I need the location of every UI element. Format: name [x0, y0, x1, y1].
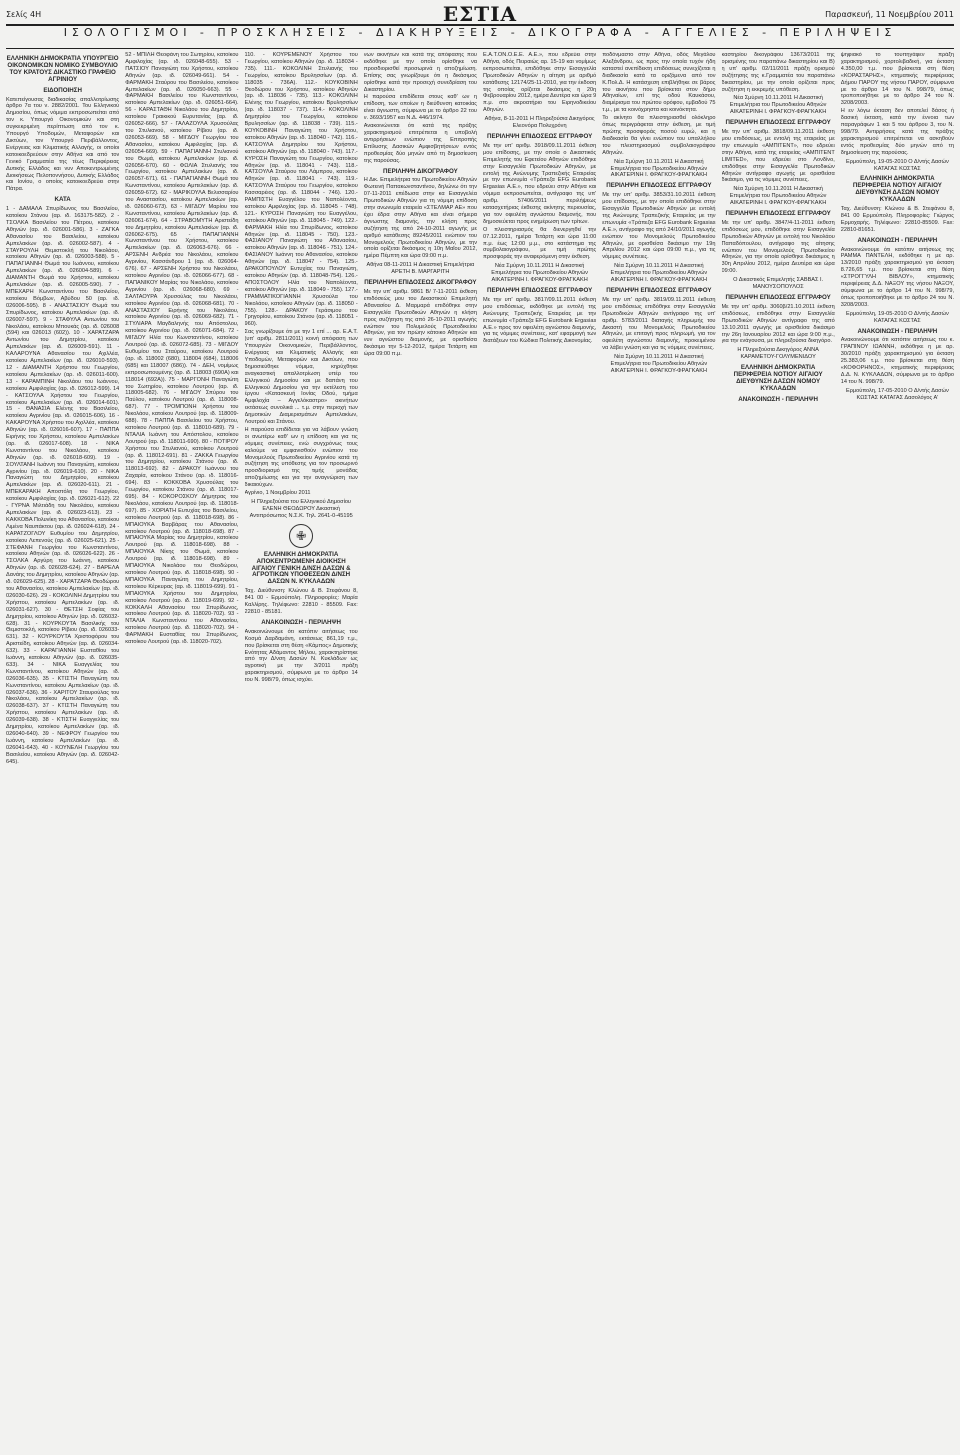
notice-text: Με την υπ' αριθμ. 3060β/21.10.2011 έκθεση επιδόσεως, επιδόθηκε στην Εισαγγελία Πρωτοδικών Αθηνών αντίγραφο της από 13.10.2011 αγωγής με ορισθείσα δικάσιμο την 26η Ιανουαρίου 2012 και ώρα 9:00 π.μ., για την ενάγουσα, με πληρεξούσια δικηγόρο. — [721, 303, 835, 345]
notice-text: Το ακίνητο θα πλειστηριασθεί ολόκληρο όπως περιγράφεται στην έκθεση, με τιμή πρώτης προσφοράς ποσού ευρώ, και η διαδικασία θα γίνει ενώπιον του υπαλλήλου του πλειστηριασμού συμβολαιογράφου Αθηνών. — [602, 115, 716, 156]
notice-heading: ΕΛΛΗΝΙΚΗ ΔΗΜΟΚΡΑΤΙΑ ΥΠΟΥΡΓΕΙΟ ΟΙΚΟΝΟΜΙΚΩΝ ΝΟΜΙΚΟ ΣΥΜΒΟΥΛΙΟ ΤΟΥ ΚΡΑΤΟΥΣ ΔΙΚΑΣΤΙΚΟ ΓΡΑΦΕΙΟ ΑΓΡΙΝΙΟΥ — [6, 55, 119, 83]
notice-text: Η εν λόγω έκταση δεν αποτελεί δάσος ή δασική έκταση, κατά την έννοια των παραγράφων 1 και 5 του άρθρου 3, του Ν. 998/79. Αντιρρήσεις κατά της πράξης χαρακτηρισμού επιτρέπεται να ασκηθούν εντός προθεσμίας δύο μηνών από τη δημοσίευση της παρούσας. — [840, 108, 954, 156]
notice-heading: ΠΕΡΙΛΗΨΗ ΕΠΙΔΟΣΕΩΣ ΕΓΓΡΑΦΟΥ — [606, 182, 712, 190]
columns — [6, 52, 954, 1452]
notice-text: Ανακοινώνουμε ότι κατόπιν αιτήσεως της ΡΑΜΜΑ ΠΑΝΤΕΛΗ, εκδόθηκε η με αρ. 13/2010 πράξη χαρακτηρισμού για έκταση 8.726,65 τ.μ. που βρίσκεται στη θέση «ΣΤΡΟΓΓΥΛΗ ΒΙΒΛΟΥ», κτηματικής περιφέρειας Δ.Δ. ΝΑΞΟΥ της νήσου ΝΑΞΟΥ, σύμφωνα με το άρθρο 14 του Ν. 998/79, όπως τροποποιήθηκε με το άρθρο 24 του Ν. 3208/2003. — [840, 246, 954, 308]
notice-signature: Νέα Σμύρνη 10.11.2011 Η Δικαστική Επιμελήτρια του Πρωτοδικείου Αθηνών ΑΙΚΑΤΕΡΙΝΗ Ι. ΦΡΑΓΚΟΥ-ΦΡΑΓΚΑΚΗ — [729, 186, 827, 207]
notice-heading: ΕΛΛΗΝΙΚΗ ΔΗΜΟΚΡΑΤΙΑ ΠΕΡΙΦΕΡΕΙΑ ΝΟΤΙΟΥ ΑΙΓΑΙΟΥ ΔΙΕΥΘΥΝΣΗ ΔΑΣΩΝ ΝΟΜΟΥ ΚΥΚΛΑΔΩΝ — [852, 175, 942, 204]
column-1 — [6, 52, 119, 1452]
notice-signature: Η Πληρεξούσια Δικηγόρος ΑΝΝΑ ΚΑΡΑΜΕΤΟΥ-ΓΟΛΥΜΕΝΙΔΟΥ — [737, 347, 819, 361]
notice-text: Αγρίνιο, 1 Νοεμβρίου 2011 — [244, 490, 311, 497]
notice-text: Η Δικ. Επιμελήτρια του Πρωτοδικείου Αθηνών Φωτεινή Παπακωνσταντίνου, δηλώνω ότι την 07-11-2011 επέδωσα στην κα Εισαγγελέα Πρωτοδικών Αθηνών για τη νόμιμη επίδοση στην ανωνυμία εταιρεία «ΣΤΕΛΜΑΡ ΑΕ» που έχει έδρα στην Αθήνα και είναι σήμερα άγνωστης διαμονής, την κλήση προς συζήτηση της από 24-10-2011 αγωγής με αριθμό κατάθεσης 89245/2011 ενώπιον του Μονομελούς Πρωτοδικείου Αθηνών, με την οποία ορίζεται δικάσιμος η 10η Μαΐου 2012, ημέρα Πέμπτη και ώρα 09:00 π.μ. — [363, 177, 477, 260]
authority-heading: ΕΛΛΗΝΙΚΗ ΔΗΜΟΚΡΑΤΙΑ ΑΠΟΚΕΝΤΡΩΜΕΝΗ ΔΙΟΙΚΗΣΗ ΑΙΓΑΙΟΥ ΓΕΝΙΚΗ Δ/ΝΣΗ ΔΑΣΩΝ & ΑΓΡΟΤΙΚΩΝ ΥΠΟΘΕΣΕΩΝ Δ/ΝΣΗ ΔΑΣΩΝ Ν. ΚΥΚΛΑΔΩΝ — [251, 550, 351, 586]
notice-text: Ε.Α.Τ.ΟΝ.Ο.Ε.Ε. Α.Ε.», που εδρεύει στην Αθήνα, οδός Πειραιώς αρ. 15-19 και νομίμως εκπροσωπείται, επιδόθηκε στην Εισαγγελία Πρωτοδικών Αθηνών η αίτηση με αριθμό κατάθεσης 12174/25-11-2010, για την έκδοση της οποίας ορίζεται δικάσιμος η 20η Φεβρουαρίου 2012, ημέρα Δευτέρα και ώρα 9 π.μ. στο ακροατήριο του Ειρηνοδικείου Αθηνών. — [483, 52, 597, 114]
notice-heading: ΕΛΛΗΝΙΚΗ ΔΗΜΟΚΡΑΤΙΑ ΠΕΡΙΦΕΡΕΙΑ ΝΟΤΙΟΥ ΑΙΓΑΙΟΥ ΔΙΕΥΘΥΝΣΗ ΔΑΣΩΝ ΝΟΜΟΥ ΚΥΚΛΑΔΩΝ — [733, 364, 823, 392]
notice-heading: ΠΕΡΙΛΗΨΗ ΕΠΙΔΟΣΕΩΣ ΔΙΚΟΓΡΑΦΟΥ — [364, 279, 477, 287]
notice-text: Η παρούσα επιδίδεται για να λάβουν γνώση οι ανωτέρω καθ' ων η επίδοση και για τις νόμιμες συνέπειες, ενώ συγχρόνως τους καλούμε να εμφανισθούν ενώπιον του Μονομελούς Πρωτοδικείου Αγρινίου κατά τη συζήτηση της υπόθεσης για τον προσωρινό προσδιορισμό της τιμής μονάδας αποζημίωσης και για την αναγνώριση των δικαιούχων. — [244, 426, 358, 489]
column-8 — [841, 52, 954, 1452]
notice-heading: ΠΕΡΙΛΗΨΗ ΕΠΙΔΟΣΕΩΣ ΕΓΓΡΑΦΟΥ — [606, 287, 712, 294]
notice-text: Με την υπ' αριθμ. 3918/09.11.2011 έκθεση μου επίδοσης, με την οποία ο Δικαστικός Επιμελητής του Εφετείου Αθηνών επιδόθηκε στην Εισαγγελία Πρωτοδικών Αθηνών, με εντολή της Ανώνυμης Τραπεζικής Εταιρείας με την επωνυμία «Τράπεζα EFG Eurobank Ergasias Α.Ε.», που εδρεύει στην Αθήνα και νόμιμα εκπροσωπείται, αντίγραφο της υπ' αριθμ. 57406/2011 περιλήψεως κατασχετήριας έκθεσης ακίνητης περιουσίας, για τον οφειλέτη αγνώστου διαμονής, που δημοσιεύεται προς ενημέρωση των τρίτων. — [483, 142, 597, 225]
notice-heading: ΕΙΔΟΠΟΙΗΣΗ — [43, 86, 82, 94]
notice-signature: Νέα Σμύρνη 10.11.2011 Η Δικαστική Επιμελήτρια του Πρωτοδικείου Αθηνών ΑΙΚΑΤΕΡΙΝΗ Ι. ΦΡΑΓΚΟΥ-ΦΡΑΓΚΑΚΗ — [610, 158, 708, 179]
notice-signature: Νέα Σμύρνη 10.11.2011 Η Δικαστική Επιμελήτρια του Πρωτοδικείου Αθηνών ΑΙΚΑΤΕΡΙΝΗ Ι. ΦΡΑΓΚΟΥ-ΦΡΑΓΚΑΚΗ — [729, 95, 827, 116]
notice-text: Ταχ. Διεύθυνση: Κλώνου & Β. Στεφάνου 8, 841 00 Ερμούπολη. Πληροφορίες: Γιώργος Ερμοχαρής. Τηλέφωνο: 22810-85509. Fax: 22810-81651. — [840, 206, 954, 233]
notice-text: Ο πλειστηριασμός θα διενεργηθεί την 07.12.2011, ημέρα Τετάρτη και ώρα 11:00 π.μ. έως 12:00 μ.μ., στο κατάστημα της συμβολαιογράφου, με τιμή πρώτης προσφοράς την αναφερόμενη στην έκθεση. — [483, 226, 597, 261]
notice-text: Με την υπ' αριθμ. 3819/09.11.2011 έκθεση μου επιδόσεως επιδόθηκε στην Εισαγγελία Πρωτοδικών Αθηνών αντίγραφο της υπ' αριθμ. 5783/2011 διαταγής πληρωμής του Δικαστή του Μονομελούς Πρωτοδικείου Αθηνών, με επιταγή προς πληρωμή, για τον οφειλέτη αγνώστου διαμονής, προκειμένου να λάβει γνώση και για τις νόμιμες συνέπειες. — [602, 296, 716, 352]
notice-text: Ανακοινώνουμε ότι κατόπιν αιτήσεως του Κοσμά Δαρδαμάνη, εκτάσεως 861,19 τ.μ., που βρίσκεται στη θέση «Κάμπος» Δημοτικής Ενότητας Αδάμαντος Μήλου, χαρακτηρίστηκε από την Δ/νση Δασών Ν. Κυκλάδων ως αγροτική με την 3/2011 πράξη χαρακτηρισμού, σύμφωνα με το άρθρο 14 του Ν. 998/79, όπως ισχύει. — [244, 628, 358, 684]
notice-heading: ΚΑΤΑ — [54, 196, 71, 204]
notice-heading: ΑΝΑΚΟΙΝΩΣΗ - ΠΕΡΙΛΗΨΗ — [857, 327, 938, 335]
notice-heading: ΠΕΡΙΛΗΨΗ ΕΠΙΔΟΣΕΩΣ ΕΓΓΡΑΦΟΥ — [486, 287, 593, 294]
notice-text: Με την υπ' αριθμ. 3817/09.11.2011 έκθεση μου επιδόσεως, εκδόθηκε με εντολή της Ανώνυμης Τραπεζικής Εταιρείας με την επωνυμία «Τράπεζα EFG Eurobank Ergasias Α.Ε.» προς τον οφειλέτη αγνώστου διαμονής, για τις νόμιμες συνέπειες, κατ' εφαρμογή των διατάξεων του Κώδικα Πολιτικής Δικονομίας. — [483, 296, 597, 345]
column-4 — [364, 52, 477, 1452]
notice-signature: Ερμούπολη, 17-05-2010 Ο Δ/ντής Δασών ΚΩΣΤΑΣ ΚΑΤΑΓΑΣ Δασολόγος Α' — [845, 387, 949, 401]
notice-signature: Η Πληρεξούσια του Ελληνικού Δημοσίου ΕΛΕΝΗ ΘΕΟΔΩΡΟΥ Δικαστική Αντιπρόσωπος Ν.Σ.Κ. Τηλ. 2641-0-45195 — [249, 499, 353, 519]
section-banner: ΙΣΟΛΟΓΙΣΜΟΙ - ΠΡΟΣΚΛΗΣΕΙΣ - ΔΙΑΚΗΡΥΞΕΙΣ - ΔΙΚΟΓΡΑΦΑ - ΑΓΓΕΛΙΕΣ - ΠΕΡΙΛΗΨΕΙΣ — [6, 26, 954, 49]
notice-text: 52 - ΜΠΙΛΗ Θεοφάνη του Σωτηρίου, κατοίκου Αμφιλοχίας (αρ. ιδ. 026048-655). 53 - ΠΑΤΣΙΟΥ Παναγιώτη του Χρήστου, κατοίκου Αθηνών (αρ. ιδ. 026049-661). 54 - ΦΑΡΜΑΚΗ Σταύρου του Βασιλείου, κατοίκου Αμπελακίων (αρ. ιδ. 026050-663). 55 - ΦΑΡΜΑΚΗ Βασιλείου του Κωνσταντίνου, κατοίκου Αμπελακίων (αρ. ιδ. 026051-664). 56 - ΚΑΡΑΣΤΑΘΗ Νικολάου του Δημητρίου, κατοίκου Γραικικού Ευρυτανίας (αρ. ιδ. 026052-666). 57 - ΓΑΛΑΖΟΥΛΑ Χρυσούλας του Στυλιανού, κατοίκου Ρίβιου (αρ. ιδ. 026053-669). 58 - ΜΙΓΔΟΥ Γεωργίου του Αθανασίου, κατοίκου Αμφιλοχίας (αρ. ιδ. 026054-669). 59 - ΠΑΠΑΓΙΑΝΝΗ Στυλιανού του Θωμά, κατοίκου Αμπελακίων (αρ. ιδ. 026056-670). 60 - ΦΩΛΙΑ Στυλιανής του Γεωργίου, κατοίκου Αμπελακίων (αρ. ιδ. 026057-671). 61 - ΠΑΠΑΓΙΑΝΝΗ Θωμά του Κωνσταντίνου, κατοίκου Αμπελακίων (αρ. ιδ. 026059-672). 62 - ΜΑΡΙΚΟΥΛΑ Βελισσαρίου του Αναστασίου, κατοίκου Αμπελακίων (αρ. ιδ. 026060-673). 63 - ΜΙΓΔΟΥ Μαρίου του Κωνσταντίνου, κατοίκου Αμπελακίων (αρ. ιδ. 026061-674). 64 - ΣΤΡΑΒΟΜΥΤΗ Αριστείδη του Δημητρίου, κατοίκου Αμπελακίων (αρ. ιδ. 026062-675). 65 - ΠΑΠΑΓΙΑΝΝΗ Κωνσταντίνου του Χρήστου, κατοίκου Αμπελακίων (αρ. ιδ. 026063-676). 66 - ΑΡΣΕΝΗ Ανδρέα του Νικολάου, κατοίκου Αγρινίου, Κασσάνδρου 1 (αρ. ιδ. 026064-676). 67 - ΑΡΣΕΝΗ Χρήστου του Νικολάου, κατοίκου Αγρινίου (αρ. ιδ. 026066-677). 68 - ΠΑΠΑΝΙΚΟΥ Μαρίας του Νικολάου, κατοίκου Αγρινίου (αρ. ιδ. 026068-680). 69 - ΣΑΛΤΑΟΥΡΑ Χρυσούλας του Νικολάου, κατοίκου Αγρινίου (αρ. ιδ. 026068-681). 70 - ΑΝΑΣΤΑΣΙΟΥ Ειρήνης του Νικολάου, κατοίκου Αγρινίου (αρ. ιδ. 026069-682). 71 - ΣΤΥΛΙΑΡΑ Μαγδαληνής του Απόστολου, κατοίκου Αγρινίου (αρ. ιδ. 026071-684). 72 - ΜΙΓΔΟΥ Ηλία του Κωνσταντίνου, κατοίκου Λουτρού (αρ. ιδ. 026072-685). 73 - ΜΙΓΔΟΥ Ευθυμίου του Σταύρου, κατοίκου Λουτρού (αρ. ιδ. 118002 (680), 118004 (684), 118006 (685) και 118007 (686)). 74 - ΔΕΗ, νομίμως εκπροσωπουμένης (αρ. ιδ. 118003 (690Α) και 118014 (692Α)). 75 - ΜΑΡΓΟΝΗ Παναγιώτη του Σωτηρίου, κατοίκου Λουτρού (αρ. ιδ. 118005-682). 76 - ΜΙΓΔΟΥ Σπύρου του Παύλου, κατοίκου Λουτρού (αρ. ιδ. 118008-687). 77 - ΤΡΟΜΠΟΝΗ Χρήστου του Νικολάου, κατοίκου Λουτρού (αρ. ιδ. 118009-688). 78 - ΠΑΠΠΑ Βασιλείου του Χρήστου, κατοίκου Λουτρού (αρ. ιδ. 118010-689). 79 - ΝΤΑΛΙΑ Ιωάννη του Απόστολου, κατοίκου Λουτρού (αρ. ιδ. 118011-690). 80 - ΠΟΤΙΡΟΥ Χρήστου του Στυλιανού, κατοίκου Λουτρού (αρ. ιδ. 118012-691). 81 - ΖΑΚΚΑ Γεωργίου του Δημητρίου, κατοίκου Στάνου (αρ. ιδ. 118013-692). 82 - ΔΡΑΚΟΥ Ιωάννου του Ζαχαρία, κατοίκου Στάνου (αρ. ιδ. 118016-694). 83 - ΚΟΚΚΟΒΑ Χρυσούλας του Γεωργίου, κατοίκου Στάνου (αρ. ιδ. 118017-695). 84 - ΚΟΚΟΡΟΣΚΟΥ Δήμητρας του Νικολάου, κατοίκου Λουτρού (αρ. ιδ. 118018-697). 85 - ΧΟΡΙΑΤΗ Ευτυχίας του Βασιλείου, κατοίκου Λουτρού (αρ. ιδ. 118018-698). 86 - ΜΠΑΙΟΥΚΑ Βαρβάρας του Αθανασίου, κατοίκου Λουτρού (αρ. ιδ. 118018-698). 87 - ΜΠΑΙΟΥΚΑ Μαρίας του Δημητρίου, κατοίκου Λουτρού (αρ. ιδ. 118018-698). 88 - ΜΠΑΙΟΥΚΑ Νίκης του Θωμά, κατοίκου Λουτρού (αρ. ιδ. 118018-698). 89 - ΜΠΑΙΟΥΚΑ Νικολάου του Θεοδώρου, κατοίκου Λουτρού (αρ. ιδ. 118018-698). 90 - ΜΠΑΙΟΥΚΑ Παναγιώτη του Δημητρίου, κατοίκου Κέρκυρας (αρ. ιδ. 118019-699). 91 - ΜΠΑΙΟΥΚΑ Χρήστου του Δημητρίου, κατοίκου Λουτρού (αρ. ιδ. 118019-699). 92 - ΚΟΚΚΑΛΗ Αθανασίου του Σπυρίδωνος, κατοίκου Λουτρού (αρ. ιδ. 118020-702). 93 - ΝΤΑΛΙΑ Κωνσταντίνου του Αθανασίου, κατοίκου Λουτρού (αρ. ιδ. 118020-702). 94 - ΦΑΡΜΑΚΗ Ευσταθίας του Σπυρίδωνος, κατοίκου Λουτρού (αρ. ιδ. 118020-702). — [125, 52, 239, 646]
column-3 — [245, 52, 358, 1452]
notice-heading: ΠΕΡΙΛΗΨΗ ΕΠΙΔΟΣΕΩΣ ΕΓΓΡΑΦΟΥ — [725, 210, 831, 218]
notice-text: Ανακοινώνεται ότι κατά της πράξης χαρακτηρισμού επιτρέπεται η υποβολή αντιρρήσεων ενώπιον της Επιτροπής Επίλυσης Δασικών Αμφισβητήσεων εντός προθεσμίας δύο μηνών από τη δημοσίευση της παρούσας. — [363, 123, 477, 164]
notice-text: Με την υπ' αριθμ. 3847/4-11-2011 έκθεση επιδόσεως μου, επιδόθηκε στην Εισαγγελία Πρωτοδικών Αθηνών με εντολή του Νικολάου Παπαδόπουλου, αντίγραφο της αίτησης ενώπιον του Μονομελούς Πρωτοδικείου Αθηνών, για την οποία ορίσθηκε δικάσιμος η 30η Απριλίου 2012, ημέρα Δευτέρα και ώρα 09:00. — [721, 219, 835, 275]
notice-signature: Νέα Σμύρνη 10.11.2011 Η Δικαστική Επιμελήτρια του Πρωτοδικείου Αθηνών ΑΙΚΑΤΕΡΙΝΗ Ι. ΦΡΑΓΚΟΥ-ΦΡΑΓΚΑΚΗ — [491, 263, 588, 284]
notice-heading: ΠΕΡΙΛΗΨΗ ΔΙΚΟΓΡΑΦΟΥ — [383, 167, 458, 175]
notice-text: Σας γνωρίζουμε ότι με την 1 επί ... αρ. Ε.Α.Τ. (υπ' αριθμ. 2811/2011) κοινή απόφαση των Υπουργών Οικονομικών, Περιβάλλοντος, Ενέργειας και Κλιματικής Αλλαγής και Υποδομών, Μεταφορών και Δικτύων, που δημοσιεύθηκε νόμιμα, κηρύχθηκε αναγκαστική απαλλοτρίωση υπέρ του Ελληνικού Δημοσίου και με δαπάνη του Ελληνικού Δημοσίου για την εκτέλεση του έργου «Κατασκευή Ιονίας Οδού, τμήμα Αμφιλοχία – Αγγελόκαστρο» ακινήτων εκτάσεως συνολικά ... τ.μ. στην περιοχή των Δημοτικών Διαμερισμάτων Αμπελακίων, Λουτρού και Στάνου. — [244, 329, 358, 426]
notice-text: νων ακινήτων και κατά της απόφασης που εκδόθηκε με την οποία ορίσθηκε να προσδιορισθεί προσωρινά η αποζημίωση. Επίσης σας γνωρίζουμε ότι η δικάσιμος ορίσθηκε κατά την προσεχή συνεδρίαση του Δικαστηρίου. — [363, 52, 477, 93]
column-6 — [602, 52, 715, 1452]
notice-heading: ΠΕΡΙΛΗΨΗ ΕΠΙΔΟΣΕΩΣ ΕΓΓΡΑΦΟΥ — [725, 119, 831, 127]
notice-text: ψηφιακό το τουπηγάφεν πράξη χαρακτηρισμού, χορτολιβαδική, για έκταση 4.350,00 τ.μ. που βρίσκεται στη θέση «ΚΟΡΑΣΤΑΡΗΣ», κτηματικής περιφέρειας Δήμου ΠΑΡΟΥ της νήσου ΠΑΡΟΥ, σύμφωνα με το άρθρο 14 του Ν. 998/79, όπως τροποποιήθηκε με το άρθρο 24 του Ν. 3208/2003. — [840, 52, 954, 107]
notice-text: Με την υπ' αριθμ. 3818/09.11.2011 έκθεση μου επιδόσεως, με εντολή της εταιρείας με την επωνυμία «ΑΜΠΙΤΕΝΤ», που εδρεύει στην Αθήνα, κατά της εταιρείας «ΑΜΠΙΤΕΝΤ LIMITED», που εδρεύει στο Λονδίνο, επιδόθηκε στην Εισαγγελία Πρωτοδικών Αθηνών αντίγραφο αγωγής με ορισθείσα δικάσιμο, για τις νόμιμες συνέπειες. — [721, 129, 835, 184]
notice-heading: ΑΝΑΚΟΙΝΩΣΗ - ΠΕΡΙΛΗΨΗ — [261, 618, 341, 626]
notice-signature: Αθήνα 08-11-2011 Η Δικαστική Επιμελήτρια ΑΡΕΤΗ Β. ΜΑΡΓΑΡΙΤΗ — [366, 262, 475, 276]
notice-text: Κατεπείγουσας διαδικασίας απαλλοτρίωσης άρθρο 7α του ν. 2882/2001. Του Ελληνικού Δημοσίου, όπως νόμιμα εκπροσωπείται από τον κ. Υπουργό Οικονομικών και στη συγκεκριμένη περίπτωση από τον κ. Υπουργό Υποδομών, Μεταφορών και Δικτύων, τον Υπουργό Περιβάλλοντος, Ενέργειας και Κλιματικής Αλλαγής, οι οποίοι κατοικοεδρεύουν στην Αθήνα και από τον Γενικό Γραμματέα της τέως Περιφέρειας Δυτικής Ελλάδος και νυν Αποκεντρωμένης Διοικήσεως Πελοποννήσου, Δυτικής Ελλάδος και Ιονίου, ο οποίος κατοικοεδρεύει στην Πάτρα. — [6, 96, 120, 193]
notice-signature: Ο Δικαστικός Επιμελητής ΣΑΒΒΑΣ Ι. ΜΑΝΟΥΣΟΠΟΥΛΟΣ — [733, 277, 824, 291]
notice-heading: ΑΝΑΚΟΙΝΩΣΗ - ΠΕΡΙΛΗΨΗ — [857, 236, 938, 244]
issue-date: Παρασκευή, 11 Νοεμβρίου 2011 — [825, 10, 954, 19]
notice-text: 110. - ΚΟΥΡΕΜΕΝΟΥ Χρήστου του Γεωργίου, κατοίκου Αθηνών (αρ. ιδ. 118034 - 735). 111.- ΚΟΚΟΛΙΝΗ Στυλιανής του Γεωργίου, κατοίκου Βρυλησσίων (αρ. ιδ. 118035 - 736Α). 112.- ΚΟΥΚΟΒΙΝΗ Θεοδώρου του Χρήστου, κατοίκου Αθηνών (αρ. ιδ. 118036 - 735). 113.- ΚΟΚΟΛΙΝΗ Ελένης του Γεωργίου, κατοίκου Βρυλησσίων (αρ. ιδ. 118037 - 737). 114.- ΚΟΚΟΛΙΝΗ Δημητρίου του Γεωργίου, κατοίκου Βρυλησσίων (αρ. ιδ. 118038 - 739). 115.- ΚΟΥΚΟΒΙΝΗ Παναγιώτη του Χρήστου, κατοίκου Αθηνών (αρ. ιδ. 118040 - 742). 116.- ΚΑΤΣΟΥΛΑ Δημητρίου του Χρήστου, κατοίκου Αθηνών (αρ. ιδ. 118040 - 743). 117.- ΚΥΡΟΣΗ Παναγιώτη του Γεωργίου, κατοίκου Αθηνών (αρ. ιδ. 118041 - 743). 118.- ΚΑΤΣΟΥΛΑ Σταύρου του Λάμπρου, κατοίκου Αθηνών (αρ. ιδ. 118041 - 743). 119.- ΚΑΤΣΟΥΛΑ Σταύρου του Γεωργίου, κατοίκου Κασσαρέιος (αρ. ιδ. 118044 - 746). 120.- ΡΑΜΠΙΣΤΗ Ευαγγέλου του Ναπολέοντα, κατοίκου Αμφιλοχίας (αρ. ιδ. 118045 - 748). 121.- ΚΥΡΟΣΗ Παναγιώτη του Ευαγγέλου, κατοίκου Αθηνών (αρ. ιδ. 118045 - 749). 122.- ΦΑΡΜΑΚΗ Ηλία του Σπυρίδωνος, κατοίκου Αθηνών (αρ. ιδ. 118045 - 750). 123.- ΦΑΣΙΑΝΟΥ Παναγιώτη του Αθανασίου, κατοίκου Αθηνών (αρ. ιδ. 118046 - 751). 124.- ΦΑΣΙΑΝΟΥ Ιωάννη του Αθανασίου, κατοίκου Αθηνών (αρ. ιδ. 118047 - 754). 125.- ΔΡΑΚΟΠΟΥΛΟΥ Ευτυχίας του Παναγιώτη, κατοίκου Αθηνών (αρ. ιδ. 118048-754). 126.- ΑΠΟΣΤΟΛΟΥ Ηλία του Ναπολέοντα, κατοίκου Αθηνών (αρ. ιδ. 118049 - 755). 127.- ΓΡΑΜΜΑΤΙΚΟΓΙΑΝΝΗ Χρυσούλα του Νικολάου, κατοίκου Αθηνών (αρ. ιδ. 118050 - 755). 128.- ΔΡΑΚΟΥ Γεράσιμου του Γρηγορίου, κατοίκου Στάνου (αρ. ιδ. 118051 - 960). — [244, 52, 358, 328]
column-7 — [722, 52, 835, 1452]
notice-signature: Ερμούπολη, 19-05-2010 Ο Δ/ντής Δασών ΚΑΤΑΓΑΣ ΚΩΣΤΑΣ — [845, 310, 949, 324]
column-5 — [483, 52, 596, 1452]
notice-text: Η παρούσα επιδίδεται στους καθ' ων η επίδοση, των οποίων η διεύθυνση κατοικίας είναι άγνωστη, σύμφωνα με το άρθρο 22 του ν. 3693/1957 και Ν.Δ. 446/1974. — [363, 94, 477, 122]
notice-signature: Αθήνα, 8-11-2011 Η Πληρεξούσια Δικηγόρος Ελεονόρα Πολυχρόνη — [484, 116, 595, 130]
column-2 — [125, 52, 238, 1452]
page-label: Σελίς 4Η — [6, 10, 42, 19]
notice-text: Ανακοινώνουμε ότι κατόπιν αιτήσεως του κ. ΓΡΑΠΙΝΟΥ ΙΩΑΝΝΗ, εκδόθηκε η με αρ. 30/2010 πράξη χαρακτηρισμού για έκταση 25.383,06 τ.μ. που βρίσκεται στη θέση «ΚΟΦΟΡΗΝΟΣ», κτηματικής περιφέρειας Δ.Δ. Ν. ΚΥΚΛΑΔΩΝ, σύμφωνα με το άρθρο 14 του Ν. 998/79. — [840, 337, 954, 385]
notice-text: Με την υπ' αριθμ. 9861 Β/ 7-11-2011 έκθεση επιδόσεώς μου του Δικαστικού Επιμελητή Αθανασίου Δ. Μαρμαρά επιδόθηκε στην Εισαγγελία Πρωτοδικών Αθηνών η κλήση προς συζήτηση της από 26-10-2011 αγωγής ενώπιον του Πολυμελούς Πρωτοδικείου Αθηνών, για τον πρώην κάτοικο Αθηνών και νυν αγνώστου διαμονής, με ορισθείσα δικάσιμο την 5-12-2012, ημέρα Τετάρτη και ώρα 09:00 π.μ. — [363, 289, 477, 358]
notice-signature: Νέα Σμύρνη 10.11.2011 Η Δικαστική Επιμελήτρια του Πρωτοδικείου Αθηνών ΑΙΚΑΤΕΡΙΝΗ Ι. ΦΡΑΓΚΟΥ-ΦΡΑΓΚΑΚΗ — [610, 263, 708, 284]
notice-text: καστηρίου δικογράφου 13673/2011 της ορισμένης του παραπάνω δικαστηρίου και Β) η υπ' αριθμ. 02/11/2011 πράξη ορισμού συζήτησης της κ.Γραμματέα του παραπάνω δικαστηρίου, με την οποία ορίζεται προς συζήτηση η εκκρεμής υπόθεση. — [721, 52, 835, 93]
notice-signature: Νέα Σμύρνη 10.11.2011 Η Δικαστική Επιμελήτρια του Πρωτοδικείου Αθηνών ΑΙΚΑΤΕΡΙΝΗ Ι. ΦΡΑΓΚΟΥ-ΦΡΑΓΚΑΚΗ — [610, 354, 708, 374]
notice-heading: ΠΕΡΙΛΗΨΗ ΕΠΙΔΟΣΕΩΣ ΕΓΓΡΑΦΟΥ — [725, 294, 831, 301]
notice-heading: ΑΝΑΚΟΙΝΩΣΗ - ΠΕΡΙΛΗΨΗ — [738, 395, 818, 403]
state-emblem-icon: ✙ — [289, 524, 313, 548]
masthead: ΕΣΤΙΑ — [442, 2, 518, 26]
page-header — [6, 4, 954, 26]
notice-text: 1 - ΔΑΜΑΛΑ Σπυρίδωνος του Βασιλείου, κατοίκου Στάνου (αρ. ιδ. 163175-582). 2 - ΤΣΟΛΚΑ Βασιλείου του Πέτρου, κατοίκου Αθηνών (αρ. ιδ. 026001-586). 3 - ΖΑΓΚΑ Αθανασίου του Βασιλείου, κατοίκου Αμπελακίων (αρ. ιδ. 026002-587). 4 - ΣΤΑΥΡΟΥΛΗ Θεμιστοκλή του Νικολάου, κατοίκου Αθηνών (αρ. ιδ. 026003-588). 5 - ΠΑΠΑΓΙΑΝΝΗ Θωμά του Ιωάννου, κατοίκου Αμπελακίων (αρ. ιδ. 026004-589). 6 - ΔΙΑΜΑΝΤΗ Θωμά του Χρήστου, κατοίκου Αμπελακίων (αρ. ιδ. 026005-590). 7 - ΜΠΕΧΑΡΗ Κωνσταντίνου του Βασιλείου, κατοίκου Βόμβων, Αβύδου 50 (αρ. ιδ. 026006-595). 8 - ΑΝΑΣΤΑΣΙΟΥ Θωμά του Σπυρίδωνος, κατοίκου Αμπελακίων (αρ. ιδ. 026007-597). 9 - ΣΤΑΦΥΛΑ Αντωνίου του Νικολάου, κατοίκου Μπουκάς (αρ. ιδ. 026008 (594) και 026013 (602)). 10 - ΧΑΡΑΤΖΑΡΑ Αντωνίου του Δημητρίου, κατοίκου Αμπελακίων (αρ. ιδ. 026009-591). 11 - ΚΑΛΑΡΟΥΝΑ Αθανασίου του Αχιλλέα, κατοίκου Αμπελακίων (αρ. ιδ. 026010-593). 12 - ΔΙΑΜΑΝΤΗ Χρήστου του Γεωργίου, κατοίκου Αμπελακίων (αρ. ιδ. 026011-600). 13 - ΚΑΡΑΜΠΙΝΗ Νικολάου του Ιωάννου, κατοίκου Αμφιλοχίας (αρ. ιδ. 026012-599). 14 - ΚΑΤΣΟΥΛΑ Χρήστου του Γεωργίου, κατοίκου Αμπελακίων (αρ. ιδ. 026014-601). 15 - ΘΑΝΑΣΙΑ Ελένης του Βασιλείου, κατοίκου Αγρινίου (αρ. ιδ. 026015-606). 16 - ΚΑΚΑΡΟΥΝΑ Χρήστου του Αχιλλέα, κατοίκου Αθηνών (αρ. ιδ. 026016-607). 17 - ΠΑΠΠΑ Ειρήνης του Χρήστου, κατοίκου Αμπελακίων (αρ. ιδ. 026017-608). 18 - ΝΙΚΑ Κωνσταντίνου του Νικολάου, κατοίκου Αθηνών (αρ. ιδ. 026018-609). 19 - ΣΟΥΛΤΑΝΗ Ιωάννη του Παναγιώτη, κατοίκου Αγρινίου (αρ. ιδ. 026019-610). 20 - ΝΙΚΑ Παναγιώτη του Δημητρίου, κατοίκου Αμπελακίων (αρ. ιδ. 026020-611). 21 - ΜΠΕΚΑΡΑΚΗ Αποστόλη του Γεωργίου, κατοίκου Αμφιλοχίας (αρ. ιδ. 026021-612). 22 - ΓΥΡΝΑ Μιλτιάδη του Νικολάου, κατοίκου Αμπελακίων (αρ. ιδ. 026023-613). 23 - ΚΑΚΚΟΒΑ Πολυνίκη του Αθανασίου, κατοίκου Λιμένα Ναυπάκτου (αρ. ιδ. 026024-618). 24 - ΚΑΡΑΤΖΟΓΛΟΥ Ευθυμίου του Δημητρίου, κατοίκου Λεπενούς (αρ. ιδ. 026025-621). 25 - ΣΤΕΦΑΝΗ Γεωργίου του Κωνσταντίνου, κατοίκου Αθηνών (αρ. ιδ. 026026-622). 26 - ΤΣΟΛΚΑ Αργύρη του Ιωάννη, κατοίκου Αθηνών (αρ. ιδ. 026028-624). 27 - ΒΑΡΕΛΑ Δανάης του Δημητρίου, κατοίκου Αθηνών (αρ. ιδ. 026029-625). 28 - ΧΑΡΑΤΖΑΡΑ Θεοδώρου του Αθανασίου, κατοίκου Αμπελακίων (αρ. ιδ. 026030-626). 29 - ΚΟΚΟΛΙΝΗ Δημητρίου του Χρήστου, κατοίκου Αμπελακίων (αρ. ιδ. 026031-627). 30 - ΘΕΤΣΗ Σοφίας του Δημητρίου, κατοίκου Αθηνών (αρ. ιδ. 026032-628). 31 - ΚΟΥΡΚΟΥΤΑ Βασιλικής του Θεμιστοκλή, κατοίκου Ρίβιου (αρ. ιδ. 026033-631). 32 - ΚΟΥΡΚΟΥΤΑ Χριστοφόρου του Αριστείδη, κατοίκου Αθηνών (αρ. ιδ. 026034-632). 33 - ΚΑΡΑΓΙΑΝΝΗ Ευσταθίου του Ιωάννη, κατοίκου Αθηνών (αρ. ιδ. 026035-633). 34 - ΝΙΚΑ Ευαγγελίας του Κωνσταντίνου, κατοίκου Αθηνών (αρ. ιδ. 026036-635). 35 - ΚΤΙΣΤΗ Παναγιώτη του Κωνσταντίνου, κατοίκου Αμπελακίων (αρ. ιδ. 026037-636). 36 - ΧΑΡΙΤΟΥ Σταυρούλας του Νικολάου, κατοίκου Αμπελακίων (αρ. ιδ. 026038-637). 37 - ΚΤΙΣΤΗ Παναγιώτη του Χρήστου, κατοίκου Αμπελακίων (αρ. ιδ. 026039-638). 38 - ΚΤΙΣΤΗ Ευαγγελίας του Δημητρίου, κατοίκου Αμπελακίων (αρ. ιδ. 026040-640). 39 - ΝΕΦΡΟΥ Γεωργίου του Ιωάννη, κατοίκου Αμπελακίων (αρ. ιδ. 026041-643). 40 - ΚΟΥΝΕΛΗ Γεωργίου του Βασιλείου, κατοίκου Αθηνών (αρ. ιδ. 026042-645). — [6, 206, 120, 765]
notice-text: Με την υπ' αριθμ. 3853/31.10.2011 έκθεση μου επίδοσης, με την οποία επιδόθηκε στην Εισαγγελία Πρωτοδικών Αθηνών με εντολή της Ανώνυμης Τραπεζικής Εταιρείας με την επωνυμία «Τράπεζα EFG Eurobank Ergasias Α.Ε.», αντίγραφο της από 24/10/2011 αγωγής ενώπιον του Μονομελούς Πρωτοδικείου Αθηνών, με ορισθείσα δικάσιμο την 19η Απριλίου 2012 και ώρα 09:00 π.μ., για τις νόμιμες συνέπειες. — [602, 192, 716, 261]
notice-text: Ταχ. Διεύθυνση: Κλώνου & Β. Στεφάνου 8, 841 00 - Ερμούπολη. Πληροφορίες: Μαρία Καλλίρης. Τηλέφωνο: 22810 - 85509. Fax: 22810 - 85181. — [244, 588, 358, 615]
notice-text: ποδόνμαστο στην Αθήνα, οδός Μεγάλου Αλεξάνδρου, ως προς την οποία τυχόν ήδη καταστεί ανεπίδεκτη επιδόσεως συνεχίζεται η διαδικασία κατά τα οριζόμενα από τον Κ.Πολ.Δ. Η κατάσχεση επιβλήθηκε σε βάρος του ακινήτου που βρίσκεται στον δήμο Αθηναίων, επί της οδού Καυκάσου, διαμέρισμα του πρώτου ορόφου, εμβαδού 75 τ.μ., με τα κοινόχρηστα και κοινόκτητα. — [602, 52, 716, 114]
notice-signature: Ερμούπολη, 19-05-2010 Ο Δ/ντής Δασών ΚΑΤΑΓΑΣ ΚΩΣΤΑΣ — [845, 158, 949, 172]
notice-heading: ΠΕΡΙΛΗΨΗ ΕΠΙΔΟΣΕΩΣ ΕΓΓΡΑΦΟΥ — [486, 132, 593, 140]
